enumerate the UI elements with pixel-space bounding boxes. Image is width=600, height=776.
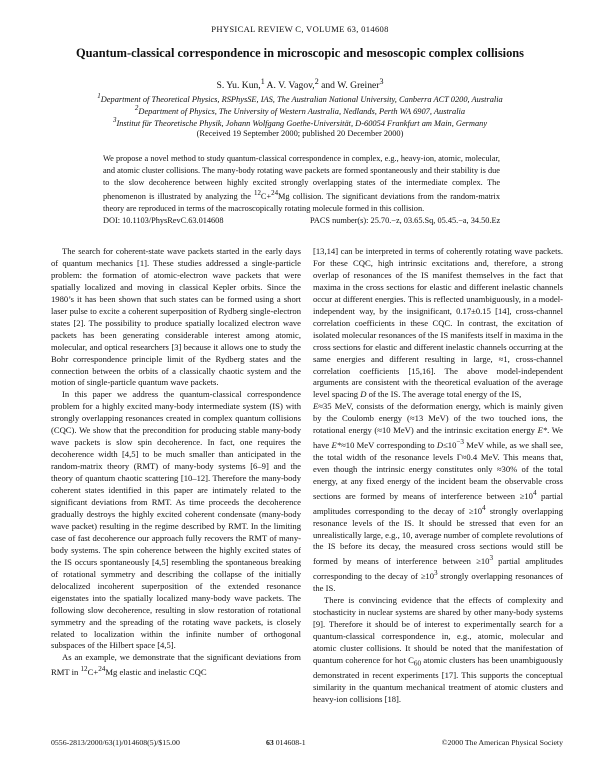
left-p3-sup-1: 12 xyxy=(80,665,88,674)
left-paragraph-2: In this paper we address the quantum-classical correspondence problem for a highly excited many-body intermediate system (IS) with strongly overlapping resonances created in complex quantum collisions (CQC). We show that the precondition for producing stable many-body wave packets is slow spin decoherence. In fact, one requires the decoherence width [4,5] to be much smaller than anticipated in the random-matrix theory (RMT) of many-body systems [6–9] and the theory of quantum chaotic scattering [10–12]. Therefore the many-body coherent states identified in this paper are intimately related to the significant deviations from RMT. As time proceeds the decoherence gradually destroys the highly excited coherent condensate (many-body wave packet) resulting in the regime described by RMT. In the limiting case of fast decoherence our approach fully recovers the RMT of many-body systems. The spin coherence between the highly excited states of the IS occurs spontaneously [4,5] resembling the spontaneous breaking of rotational symmetry and describing the collapse of the initially delocalized incoherent superposition of the extended resonance eigenstates into the spatially localized many-body wave packets. The following slow decoherence, resulting in slow restoration of rotational symmetry and the spreading of the rotating wave packets, is closely related to localization within the infinite number of orthogonal subspaces of the Hilbert space [4,5]. xyxy=(51,389,301,651)
abstract xyxy=(103,153,500,215)
left-p3-text-a: As an example, we demonstrate that the significant deviations from RMT in xyxy=(51,652,301,678)
abstract-text-3: Mg collision. The significant deviations from the random-matrix theory are reproduced in terms of the macroscopically rotating molecule formed in this collision. xyxy=(103,192,501,213)
right-p1-sup4: 4 xyxy=(532,488,537,497)
right-paragraph-2 xyxy=(313,595,563,706)
right-p1-d: . We have xyxy=(313,425,563,451)
right-p2-a: There is convincing evidence that the effects of complexity and stochasticity in nuclear systems are shared by other many-body systems [9]. Therefore it should be of interest to experimentally search for a quantum-classical correspondence in, e.g., atomic, molecular and atomic cluster collisions. It should be noted that the manifestation of quantum coherence for hot C xyxy=(313,594,563,665)
right-p1-k: strongly overlapping resonances of the IS. xyxy=(313,571,563,594)
author-1: S. Yu. Kun, xyxy=(216,80,261,92)
affiliation-1-text: Department of Theoretical Physics, RSPhysSE, IAS, The Australian National University, Canberra ACT 0200, Australia xyxy=(100,94,503,104)
right-p1-i: strongly overlapping resonance levels of the IS. It should be stressed that even for an unrealistically large, e.g., 10, average number of complete revolutions of the IS before its decay, the measured cross sections would still be formed by means of interference between ≥10 xyxy=(313,505,564,567)
left-p3-sup-2: 24 xyxy=(98,665,106,674)
affiliation-2-mark: 2 xyxy=(134,104,139,112)
left-p3-text-b: C+ xyxy=(87,667,99,678)
author-3: and W. Greiner xyxy=(318,80,380,92)
right-p1-g: MeV while, as we shall see, the total width of the resonance levels Γ≈0.4 MeV. This means that, even though the intrinsic energy constitutes only ≈30% of the total energy, at any fixed energy of the incident beam the observable cross sections are formed by means of interference between ≥10 xyxy=(313,440,563,501)
pacs-numbers: PACS number(s): 25.70.−z, 03.65.Sq, 05.45.−a, 34.50.Ez xyxy=(310,216,501,225)
right-p1-a: [13,14] can be interpreted in terms of coherently rotating wave packets. For these CQC, high intrinsic excitations and, therefore, a strong overlap of resonances of the IS manifest themselves in the fact that maxima in the cross sections for elastic and different inelastic channels occur at different energies. This is reflected unambiguously, in a model-independent way, by the insignificant, 0.17±0.15 [14], cross-channel correlation coefficients in these CQC. In contrast, the excitation of isolated molecular resonances of the IS manifests itself in maxima in the cross sections for elastic and different inelastic channels occurring at the same energies and different resulting in large, ≈1, cross-channel correlation coefficients [15,16]. The above model-independent arguments are consistent with the theoretical evaluation of the average level spacing xyxy=(313,246,563,400)
right-paragraph-1 xyxy=(313,246,563,595)
author-2-affil: 2 xyxy=(314,77,319,86)
affiliation-3-text: Institut für Theoretische Physik, Johann Wolfgang Goethe-Universität, D-60054 Frankfurt am Main, Germany xyxy=(116,118,488,128)
right-p2-b: atomic clusters has been unambiguously demonstrated in recent experiments [17]. This supports the conceptual similarity in the quantum mechanical treatment of atomic clusters and heavy-ion collisions [18]. xyxy=(313,654,563,705)
abstract-text-2: C+ xyxy=(260,192,272,202)
right-p1-j: partial amplitudes corresponding to the decay of ≥10 xyxy=(313,556,563,582)
author-3-affil: 3 xyxy=(379,77,384,86)
right-p1-D: D xyxy=(360,389,367,400)
author-2: A. V. Vagov, xyxy=(264,80,315,92)
doi[interactable]: DOI: 10.1103/PhysRevC.63.014608 xyxy=(103,216,224,225)
journal-header: PHYSICAL REVIEW C, VOLUME 63, 014608 xyxy=(211,24,389,34)
right-p1-b: of the IS. The average total energy of the IS, xyxy=(366,389,522,400)
affiliation-2-text: Department of Physics, The University of Western Australia, Nedlands, Perth WA 6907, Australia xyxy=(138,106,466,116)
received-dates: (Received 19 September 2000; published 20 December 2000) xyxy=(196,129,404,138)
right-p1-E: E xyxy=(313,401,319,412)
right-p1-sup3: 3 xyxy=(489,554,494,563)
right-p1-sup3b: 3 xyxy=(434,569,438,578)
abstract-text-1: We propose a novel method to study quantum-classical correspondence in complex, e.g., heavy-ion, atomic, molecular, and atomic cluster collisions. The many-body rotating wave packets are formed spontaneously and their stability is due to the slow decoherence between highly excited strongly overlapping states of the intermediate complex. The phenomenon is illustrated by analyzing the xyxy=(103,154,500,202)
abstract-sup-1: 12 xyxy=(254,190,261,198)
author-1-affil: 1 xyxy=(260,77,265,86)
right-p1-f: ≤10 xyxy=(443,440,457,451)
author-list xyxy=(40,77,560,91)
abstract-sup-2: 24 xyxy=(271,190,279,198)
right-p1-sup4b: 4 xyxy=(482,503,486,512)
right-p1-h: partial amplitudes corresponding to the decay of ≥10 xyxy=(313,490,563,516)
left-p3-text-c: Mg elastic and inelastic CQC xyxy=(105,667,207,678)
affiliation-3 xyxy=(40,115,560,129)
footer-page xyxy=(266,738,306,747)
footer-code: 0556-2813/2000/63(1)/014608(5)/$15.00 xyxy=(51,738,180,747)
affiliation-1-mark: 1 xyxy=(97,92,101,100)
footer-copyright: ©2000 The American Physical Society xyxy=(441,738,563,747)
right-p2-sub60: 60 xyxy=(413,659,422,668)
right-p1-D2: D xyxy=(436,440,444,451)
footer-page-number: 014608-1 xyxy=(273,738,306,747)
right-p1-Estar2: E* xyxy=(331,440,342,451)
paper-title: Quantum-classical correspondence in microscopic and mesoscopic complex collisions xyxy=(76,46,524,60)
left-column xyxy=(51,246,301,679)
right-p1-c: ≈35 MeV, consists of the deformation energy, which is mainly given by the Coulomb energy (≈13 MeV) of the two touched ions, the rotational energy (≈10 MeV) and the intrinsic excitation energy xyxy=(313,401,563,436)
affiliation-3-mark: 3 xyxy=(112,116,117,124)
right-column xyxy=(313,246,563,706)
left-paragraph-1: The search for coherent-state wave packets started in the early days of quantum mechanics [1]. These studies addressed a single-particle problem: the formation of atomic-electron wave packets that were spatially localized and moving in classical Kepler orbits. Since the 1980’s it has been shown that such states can be formed using a short laser pulse to excite a coherent superposition of Rydberg single-electron states [2]. The possibility to produce spatially localized electron wave packets has been generating considerable interest among atomic, molecular, and optical researchers [3] because it allows one to study the Bohr correspondence principle limit of the Rydberg states and the connection between the orbits of a classically chaotic system and the motion of single-particle quantum wave packets. xyxy=(51,246,301,388)
right-p1-sup-m3: −3 xyxy=(456,438,465,447)
footer-volume: 63 xyxy=(266,738,274,747)
left-paragraph-3 xyxy=(51,652,301,679)
right-p1-e: ≈10 MeV corresponding to xyxy=(341,440,437,451)
right-p1-Estar: E* xyxy=(537,425,548,436)
